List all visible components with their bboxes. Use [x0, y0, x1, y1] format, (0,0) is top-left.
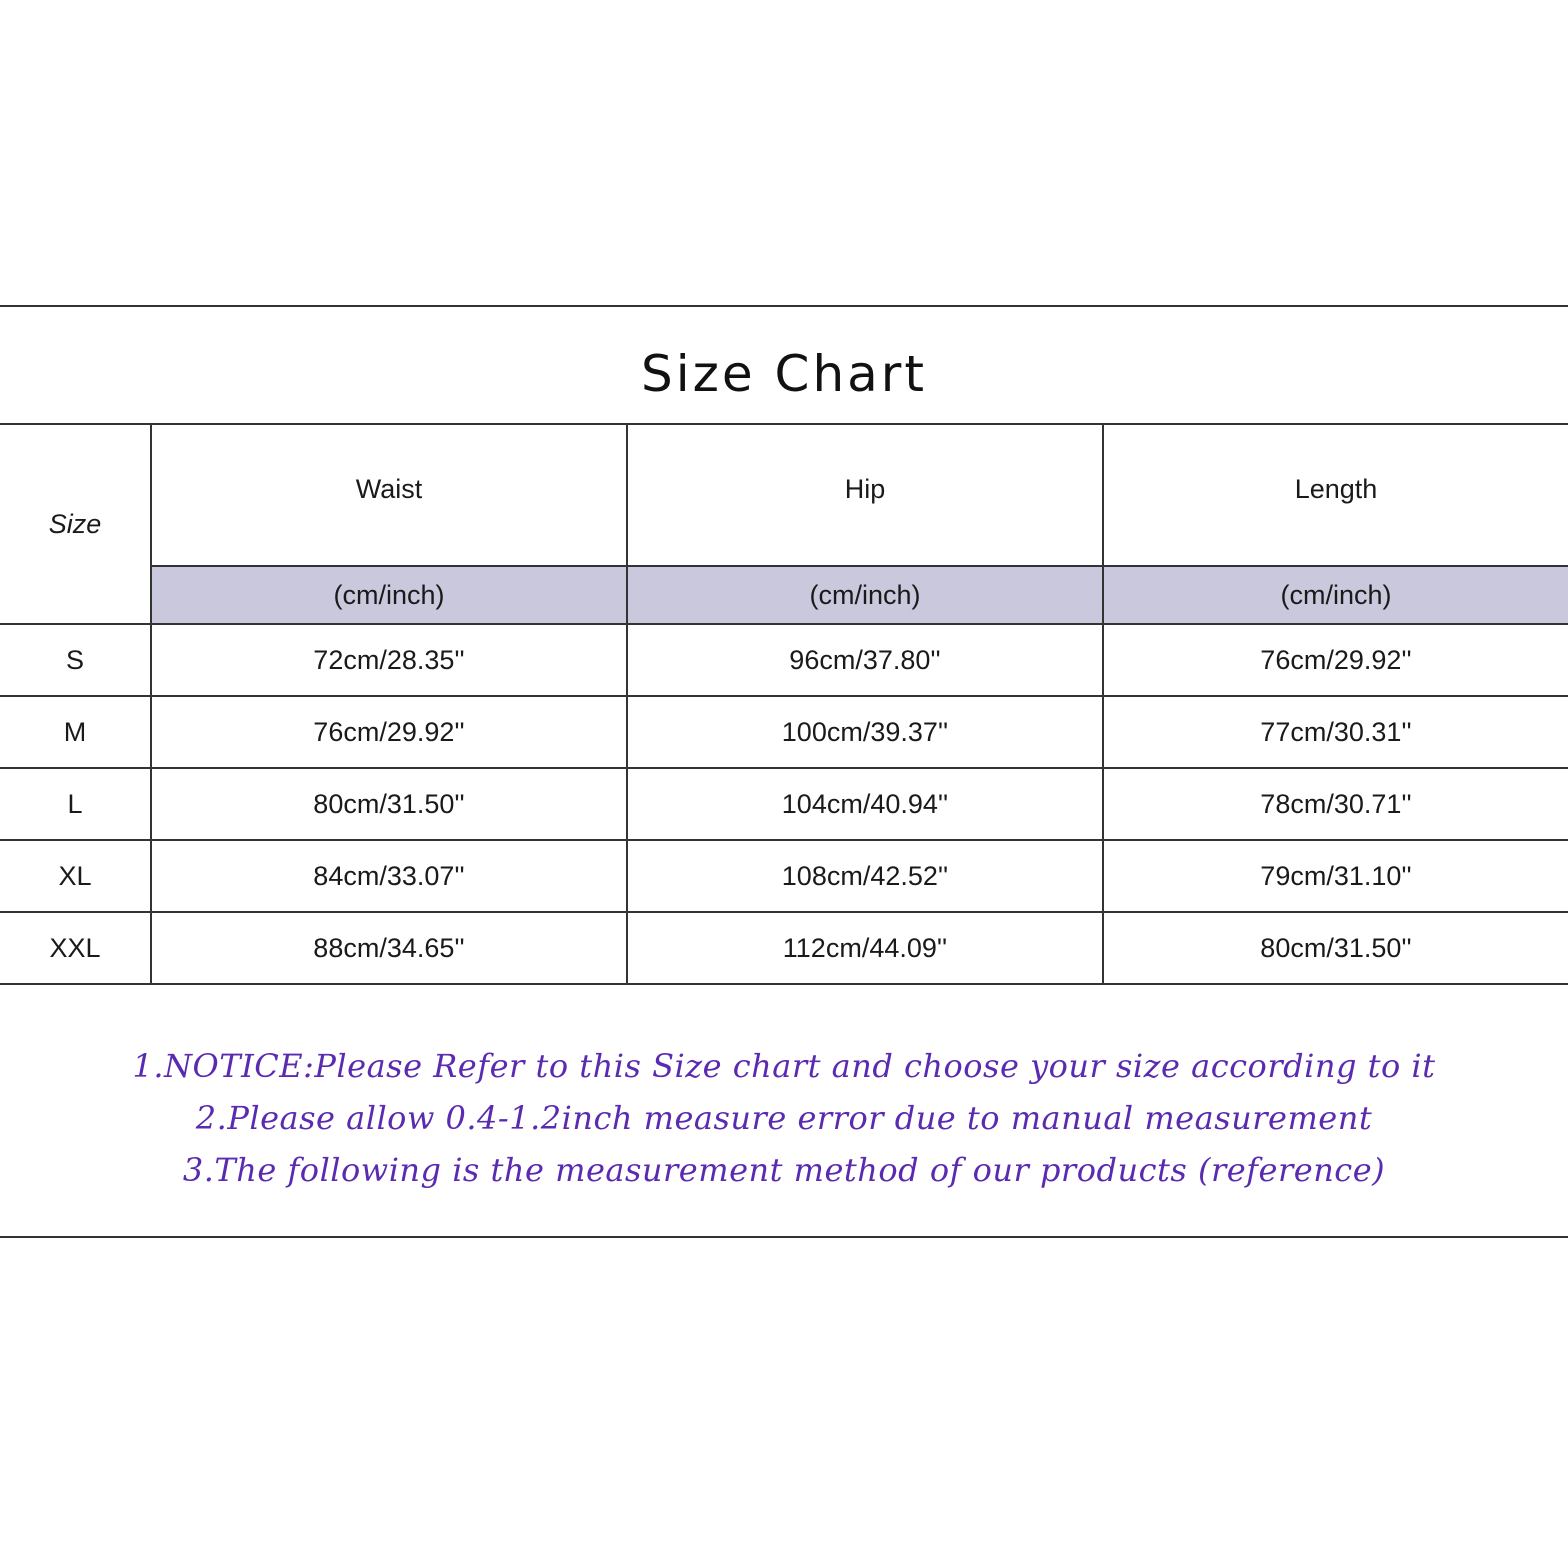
table-row	[0, 768, 1568, 840]
size-cell: XXL	[0, 912, 151, 984]
note-line: 3.The following is the measurement method of our products (reference)	[182, 1151, 1386, 1189]
waist-cell: 80cm/31.50''	[151, 768, 627, 840]
column-header-label: Length	[1294, 473, 1378, 504]
column-header-hip	[627, 424, 1103, 566]
table-row	[0, 912, 1568, 984]
bottom-rule	[0, 1236, 1568, 1238]
table-row	[0, 840, 1568, 912]
column-header-label: Hip	[844, 473, 886, 504]
waist-cell: 72cm/28.35''	[151, 624, 627, 696]
size-table-container	[0, 423, 1568, 989]
top-rule	[0, 305, 1568, 307]
hip-cell: 100cm/39.37''	[627, 696, 1103, 768]
note-line: 2.Please allow 0.4-1.2inch measure error due to manual measurement	[195, 1099, 1373, 1137]
length-cell: 80cm/31.50''	[1103, 912, 1568, 984]
size-cell: S	[0, 624, 151, 696]
hip-cell: 104cm/40.94''	[627, 768, 1103, 840]
column-header-length	[1103, 424, 1568, 566]
notes-block	[0, 1040, 1568, 1196]
size-cell: L	[0, 768, 151, 840]
length-cell: 77cm/30.31''	[1103, 696, 1568, 768]
unit-cell-hip: (cm/inch)	[627, 566, 1103, 624]
unit-row	[0, 566, 1568, 624]
column-header-waist	[151, 424, 627, 566]
size-cell: XL	[0, 840, 151, 912]
size-cell: M	[0, 696, 151, 768]
table-header-row	[0, 424, 1568, 566]
hip-cell: 108cm/42.52''	[627, 840, 1103, 912]
length-cell: 79cm/31.10''	[1103, 840, 1568, 912]
note-line: 1.NOTICE:Please Refer to this Size chart and choose your size according to it	[132, 1047, 1436, 1085]
column-header-label: Waist	[355, 473, 423, 504]
table-row	[0, 696, 1568, 768]
length-cell: 78cm/30.71''	[1103, 768, 1568, 840]
unit-cell-length: (cm/inch)	[1103, 566, 1568, 624]
unit-cell-waist: (cm/inch)	[151, 566, 627, 624]
hip-cell: 112cm/44.09''	[627, 912, 1103, 984]
size-table	[0, 423, 1568, 985]
waist-cell: 88cm/34.65''	[151, 912, 627, 984]
waist-cell: 84cm/33.07''	[151, 840, 627, 912]
page-title: Size Chart	[641, 345, 927, 403]
size-column-header: Size	[0, 424, 151, 624]
length-cell: 76cm/29.92''	[1103, 624, 1568, 696]
waist-cell: 76cm/29.92''	[151, 696, 627, 768]
hip-cell: 96cm/37.80''	[627, 624, 1103, 696]
table-row	[0, 624, 1568, 696]
